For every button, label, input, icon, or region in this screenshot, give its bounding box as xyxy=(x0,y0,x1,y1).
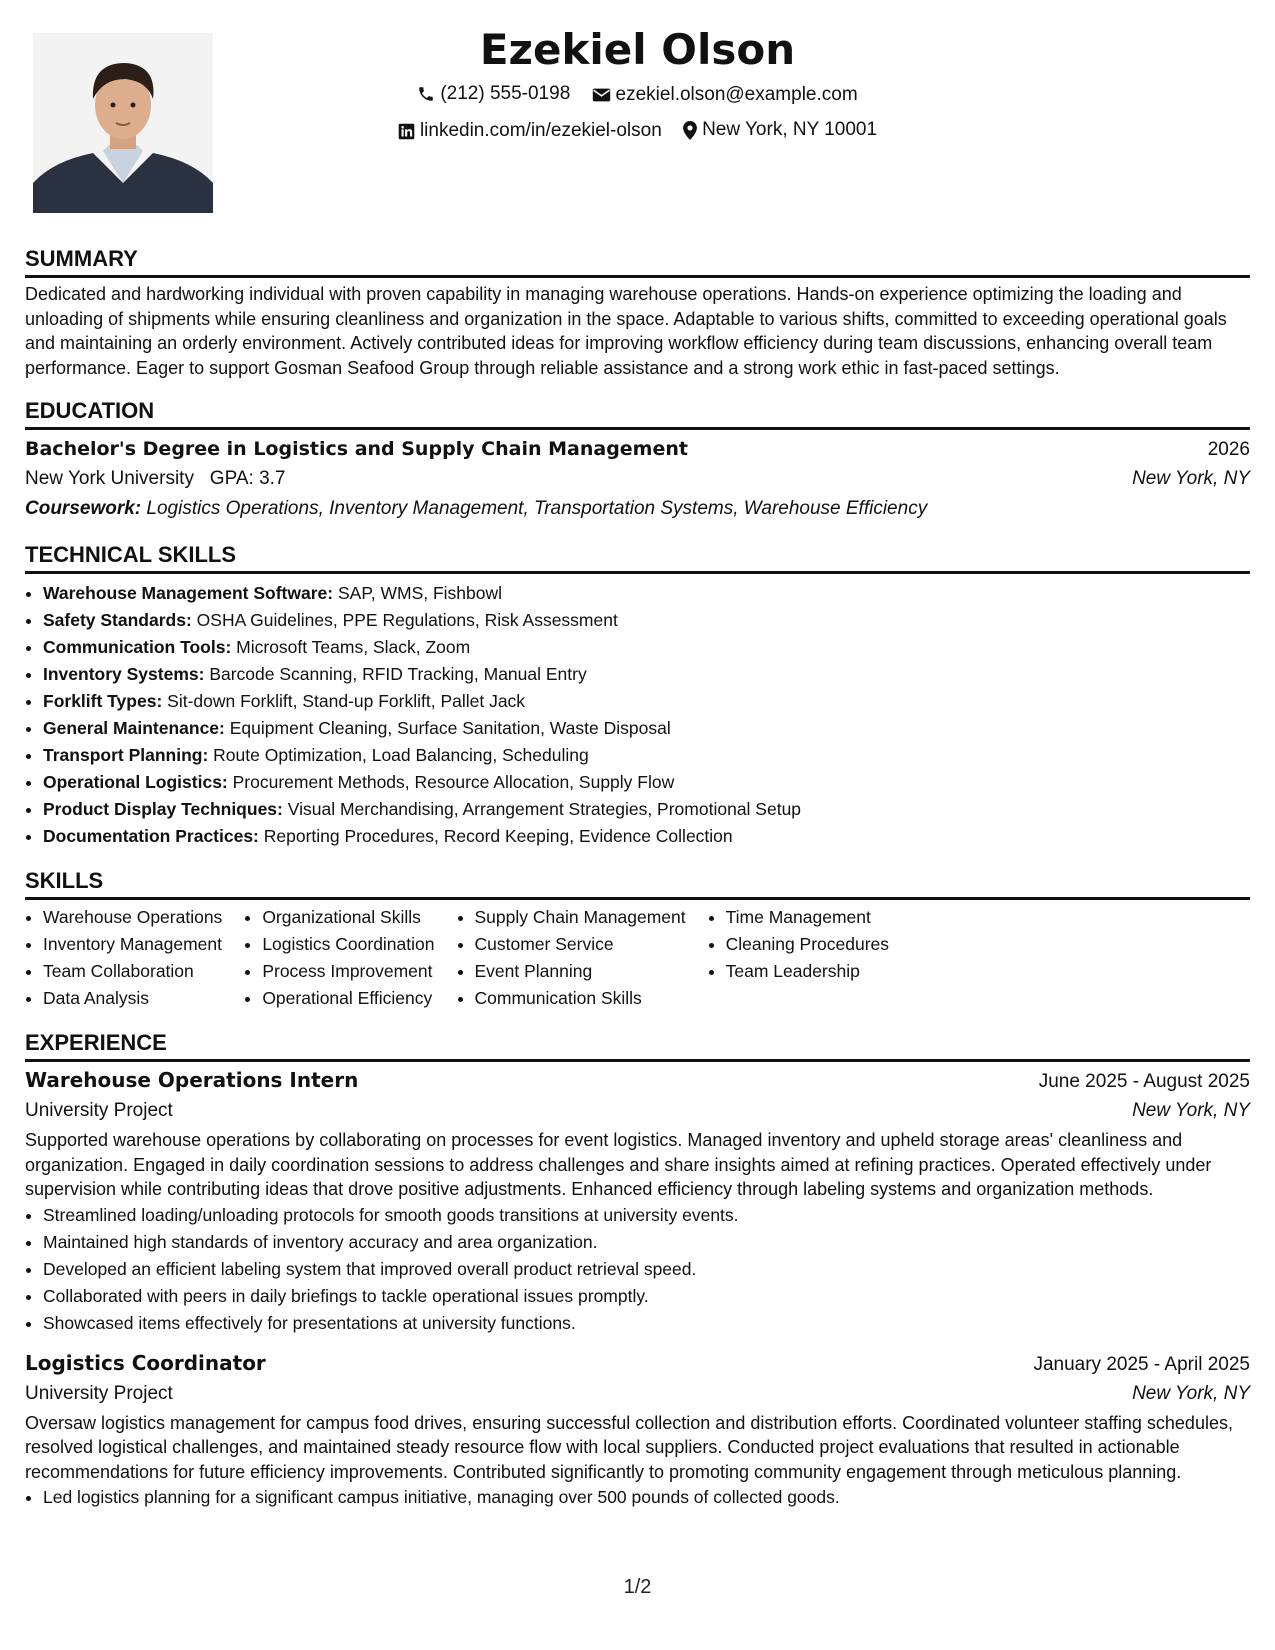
skill-category: Documentation Practices: xyxy=(43,826,259,846)
job-org-row xyxy=(25,1379,1250,1409)
linkedin-text: linkedin.com/in/ezekiel-olson xyxy=(419,120,662,141)
school-info xyxy=(25,464,285,494)
email-contact[interactable] xyxy=(592,79,858,111)
list-item xyxy=(43,715,1250,742)
experience-section xyxy=(25,1028,1250,1511)
list-item: • Organizational Skills xyxy=(262,904,434,931)
skill-category: Forklift Types: xyxy=(43,691,163,711)
skill-values: OSHA Guidelines, PPE Regulations, Risk Assessment xyxy=(196,610,618,630)
phone-contact[interactable] xyxy=(417,78,570,110)
skill-values: Procurement Methods, Resource Allocation, Supply Flow xyxy=(232,772,675,792)
skill-values: Reporting Procedures, Record Keeping, Evidence Collection xyxy=(263,826,733,846)
list-item xyxy=(43,580,1250,607)
location-text: New York, NY 10001 xyxy=(702,119,878,140)
list-item: • Developed an efficient labeling system that improved overall product retrieval speed. xyxy=(43,1256,1250,1283)
list-item: • Data Analysis xyxy=(43,985,222,1012)
list-item: • Team Leadership xyxy=(726,958,889,985)
skills-section xyxy=(25,866,1250,1012)
job-description: Supported warehouse operations by collaborating on processes for event logistics. Managed inventory and upheld storage areas' cleanliness and organization. Engaged in daily coordination sessions to address challenges and share insights aimed at refining practices. Operated effectively under supervision while contributing ideas that drove positive adjustments. Enhanced efficiency through labeling systems and organization methods. xyxy=(25,1130,1212,1199)
skill-values: Sit-down Forklift, Stand-up Forklift, Pallet Jack xyxy=(167,691,526,711)
list-item: • Time Management xyxy=(726,904,889,931)
list-item: • Process Improvement xyxy=(262,958,434,985)
skill-values: Barcode Scanning, RFID Tracking, Manual Entry xyxy=(209,664,587,684)
list-item xyxy=(43,823,1250,850)
skill-values: SAP, WMS, Fishbowl xyxy=(337,583,503,603)
list-item: • Logistics Coordination xyxy=(262,931,434,958)
skill-values: Route Optimization, Load Balancing, Scheduling xyxy=(213,745,589,765)
technical-skills-section xyxy=(25,540,1250,850)
contact-line-1 xyxy=(0,78,1275,114)
school-row xyxy=(25,464,1250,494)
section-title: EXPERIENCE xyxy=(25,1028,1250,1062)
list-item: • Collaborated with peers in daily briefings to tackle operational issues promptly. xyxy=(43,1283,1250,1310)
list-item: • Communication Skills xyxy=(475,985,686,1012)
education-section xyxy=(25,396,1250,524)
skills-column xyxy=(244,904,434,1012)
list-item: • Inventory Management xyxy=(43,931,222,958)
skill-category: Warehouse Management Software: xyxy=(43,583,334,603)
list-item: • Event Planning xyxy=(475,958,686,985)
school-name: New York University xyxy=(25,468,194,489)
school-location: New York, NY xyxy=(1132,468,1250,489)
list-item: • Supply Chain Management xyxy=(475,904,686,931)
skills-column xyxy=(457,904,686,1012)
skills-grid xyxy=(25,904,1250,1012)
skill-category: Safety Standards: xyxy=(43,610,192,630)
list-item xyxy=(43,769,1250,796)
job-location: New York, NY xyxy=(1132,1382,1250,1404)
skill-category: Operational Logistics: xyxy=(43,772,228,792)
skill-values: Equipment Cleaning, Surface Sanitation, Waste Disposal xyxy=(229,718,671,738)
coursework xyxy=(25,494,1250,524)
job-description: Oversaw logistics management for campus food drives, ensuring successful collection and distribution efforts. Coordinated volunteer staffing schedules, resolved logistical challenges, and maintained steady resource flow with local suppliers. Conducted project evaluations that resulted in actionable recommendations for future efficiency improvements. Contributed significantly to promoting community engagement through meticulous planning. xyxy=(25,1412,1233,1482)
job-organization: University Project xyxy=(25,1382,173,1404)
summary-text: Dedicated and hardworking individual with proven capability in managing warehouse operations. Hands-on experience optimizing the loading and unloading of shipments while ensuring cleanliness and organization in the space. Adaptable to various shifts, committed to exceeding operational goals and maintaining an orderly environment. Actively contributed ideas for improving workflow efficiency during team discussions, enhancing overall team performance. Eager to support Gosman Seafood Group through reliable assistance and a strong work ethic in fast-paced settings. xyxy=(25,284,1227,378)
list-item: • Cleaning Procedures xyxy=(726,931,889,958)
skills-column xyxy=(708,904,889,1012)
education-row xyxy=(25,434,1250,464)
degree-title: Bachelor's Degree in Logistics and Supply Chain Management xyxy=(25,438,688,460)
job-dates: January 2025 - April 2025 xyxy=(1033,1353,1250,1375)
job-header xyxy=(25,1347,1250,1379)
list-item xyxy=(43,607,1250,634)
list-item: • Showcased items effectively for presentations at university functions. xyxy=(43,1310,1250,1337)
linkedin-icon xyxy=(398,123,415,140)
phone-icon xyxy=(417,85,435,103)
skill-category: Inventory Systems: xyxy=(43,664,205,684)
list-item: • Led logistics planning for a significant campus initiative, managing over 500 pounds of collected goods. xyxy=(43,1484,1250,1511)
skills-column xyxy=(25,904,222,1012)
resume-body xyxy=(25,244,1250,1527)
candidate-name: Ezekiel Olson xyxy=(479,25,796,74)
phone-text: (212) 555-0198 xyxy=(440,83,571,104)
list-item xyxy=(43,688,1250,715)
list-item xyxy=(43,742,1250,769)
technical-skills-list xyxy=(25,580,1250,850)
skill-category: Communication Tools: xyxy=(43,637,232,657)
list-item: • Operational Efficiency xyxy=(262,985,434,1012)
page-indicator: 1/2 xyxy=(623,1576,652,1598)
job-org-row xyxy=(25,1096,1250,1126)
list-item: • Streamlined loading/unloading protocols for smooth goods transitions at university events. xyxy=(43,1202,1250,1229)
job-header xyxy=(25,1064,1250,1096)
section-title: SKILLS xyxy=(25,866,1250,900)
list-item xyxy=(43,796,1250,823)
list-item xyxy=(43,634,1250,661)
coursework-list: Logistics Operations, Inventory Management, Transportation Systems, Warehouse Efficiency xyxy=(146,498,928,519)
skill-category: General Maintenance: xyxy=(43,718,225,738)
job-location: New York, NY xyxy=(1132,1100,1250,1121)
job-bullets xyxy=(25,1202,1250,1337)
job-organization: University Project xyxy=(25,1100,173,1121)
section-title: SUMMARY xyxy=(25,244,1250,278)
skill-values: Visual Merchandising, Arrangement Strategies, Promotional Setup xyxy=(287,799,802,819)
list-item xyxy=(43,661,1250,688)
section-title: TECHNICAL SKILLS xyxy=(25,540,1250,574)
list-item: • Team Collaboration xyxy=(43,958,222,985)
coursework-label: Coursework: xyxy=(25,498,142,519)
job-dates: June 2025 - August 2025 xyxy=(1038,1071,1250,1092)
job-title: Warehouse Operations Intern xyxy=(25,1068,359,1092)
skill-category: Transport Planning: xyxy=(43,745,209,765)
list-item: • Maintained high standards of inventory accuracy and area organization. xyxy=(43,1229,1250,1256)
graduation-year: 2026 xyxy=(1207,439,1250,460)
skill-category: Product Display Techniques: xyxy=(43,799,283,819)
experience-entry xyxy=(25,1347,1250,1512)
list-item: • Warehouse Operations xyxy=(43,904,222,931)
section-title: EDUCATION xyxy=(25,396,1250,430)
map-pin-icon xyxy=(683,121,697,140)
experience-entry xyxy=(25,1064,1250,1337)
email-text: ezekiel.olson@example.com xyxy=(615,84,858,105)
location-contact xyxy=(683,114,877,146)
summary-section xyxy=(25,244,1250,380)
job-bullets xyxy=(25,1484,1250,1511)
skill-values: Microsoft Teams, Slack, Zoom xyxy=(236,637,471,657)
gpa: GPA: 3.7 xyxy=(209,468,286,489)
job-title: Logistics Coordinator xyxy=(25,1350,266,1375)
resume-header xyxy=(0,22,1275,151)
linkedin-contact[interactable] xyxy=(398,115,662,147)
envelope-icon xyxy=(592,87,611,103)
contact-line-2 xyxy=(0,114,1275,151)
list-item: • Customer Service xyxy=(475,931,686,958)
